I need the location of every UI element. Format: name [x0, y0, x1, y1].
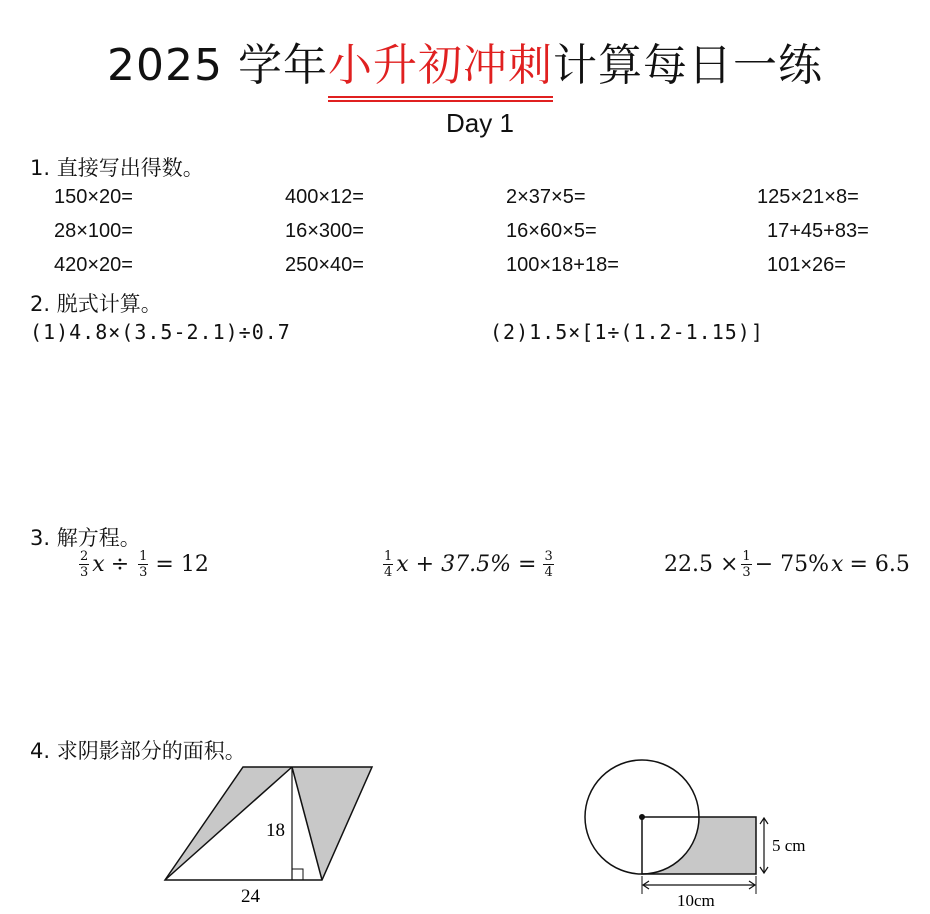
q1-item: 150×20= — [54, 186, 133, 208]
fraction: $\frac{3}{4}$ — [544, 549, 553, 580]
height-label: 18 — [266, 820, 285, 841]
fraction: $\frac{1}{4}$ — [384, 549, 393, 580]
base-label: 24 — [241, 886, 260, 907]
center-point — [639, 814, 645, 820]
q3-heading: 3. 解方程。 — [30, 526, 141, 550]
q1-item: 400×12= — [285, 186, 364, 208]
q1-item: 250×40= — [285, 254, 364, 276]
q1-item: 100×18+18= — [506, 254, 619, 276]
q4-heading: 4. 求阴影部分的面积。 — [30, 739, 246, 763]
q1-item: 16×60×5= — [506, 220, 597, 242]
q1-item: 2×37×5= — [506, 186, 586, 208]
title-prefix: 2025 学年 — [107, 40, 328, 91]
right-angle-mark — [292, 869, 303, 880]
equation-1: $\frac{2}{3}$ x ÷ $\frac{1}{3}$ = 12 — [80, 549, 209, 580]
parallelogram-figure — [150, 760, 390, 912]
circle-rectangle-figure — [575, 755, 835, 912]
q1-item: 28×100= — [54, 220, 133, 242]
day-label: Day 1 — [446, 108, 514, 138]
page-title — [0, 38, 930, 94]
q2-heading: 2. 脱式计算。 — [30, 292, 162, 316]
equation-3: 22.5 × $\frac{1}{3}$ − 75% x = 6.5 — [664, 549, 910, 580]
fraction: $\frac{1}{3}$ — [742, 549, 751, 580]
q1-item: 16×300= — [285, 220, 364, 242]
q1-item: 420×20= — [54, 254, 133, 276]
q2-item-1: (1)4.8×(3.5-2.1)÷0.7 — [30, 320, 291, 344]
q1-heading: 1. 直接写出得数。 — [30, 156, 204, 180]
q2-item-2: (2)1.5×[1÷(1.2-1.15)] — [490, 320, 764, 344]
q1-item: 17+45+83= — [767, 220, 869, 242]
fraction: $\frac{1}{3}$ — [139, 549, 148, 580]
fraction: $\frac{2}{3}$ — [80, 549, 89, 580]
shaded-triangle-right — [292, 767, 372, 880]
title-suffix: 计算每日一练 — [552, 40, 823, 91]
title-highlight: 小升初冲刺 — [328, 38, 553, 94]
width-label: 10cm — [677, 891, 715, 910]
q1-item: 101×26= — [767, 254, 846, 276]
height-label: 5 cm — [772, 836, 806, 855]
equation-2: $\frac{1}{4}$ x + 37.5% = $\frac{3}{4}$ — [384, 549, 553, 580]
q1-item: 125×21×8= — [757, 186, 859, 208]
